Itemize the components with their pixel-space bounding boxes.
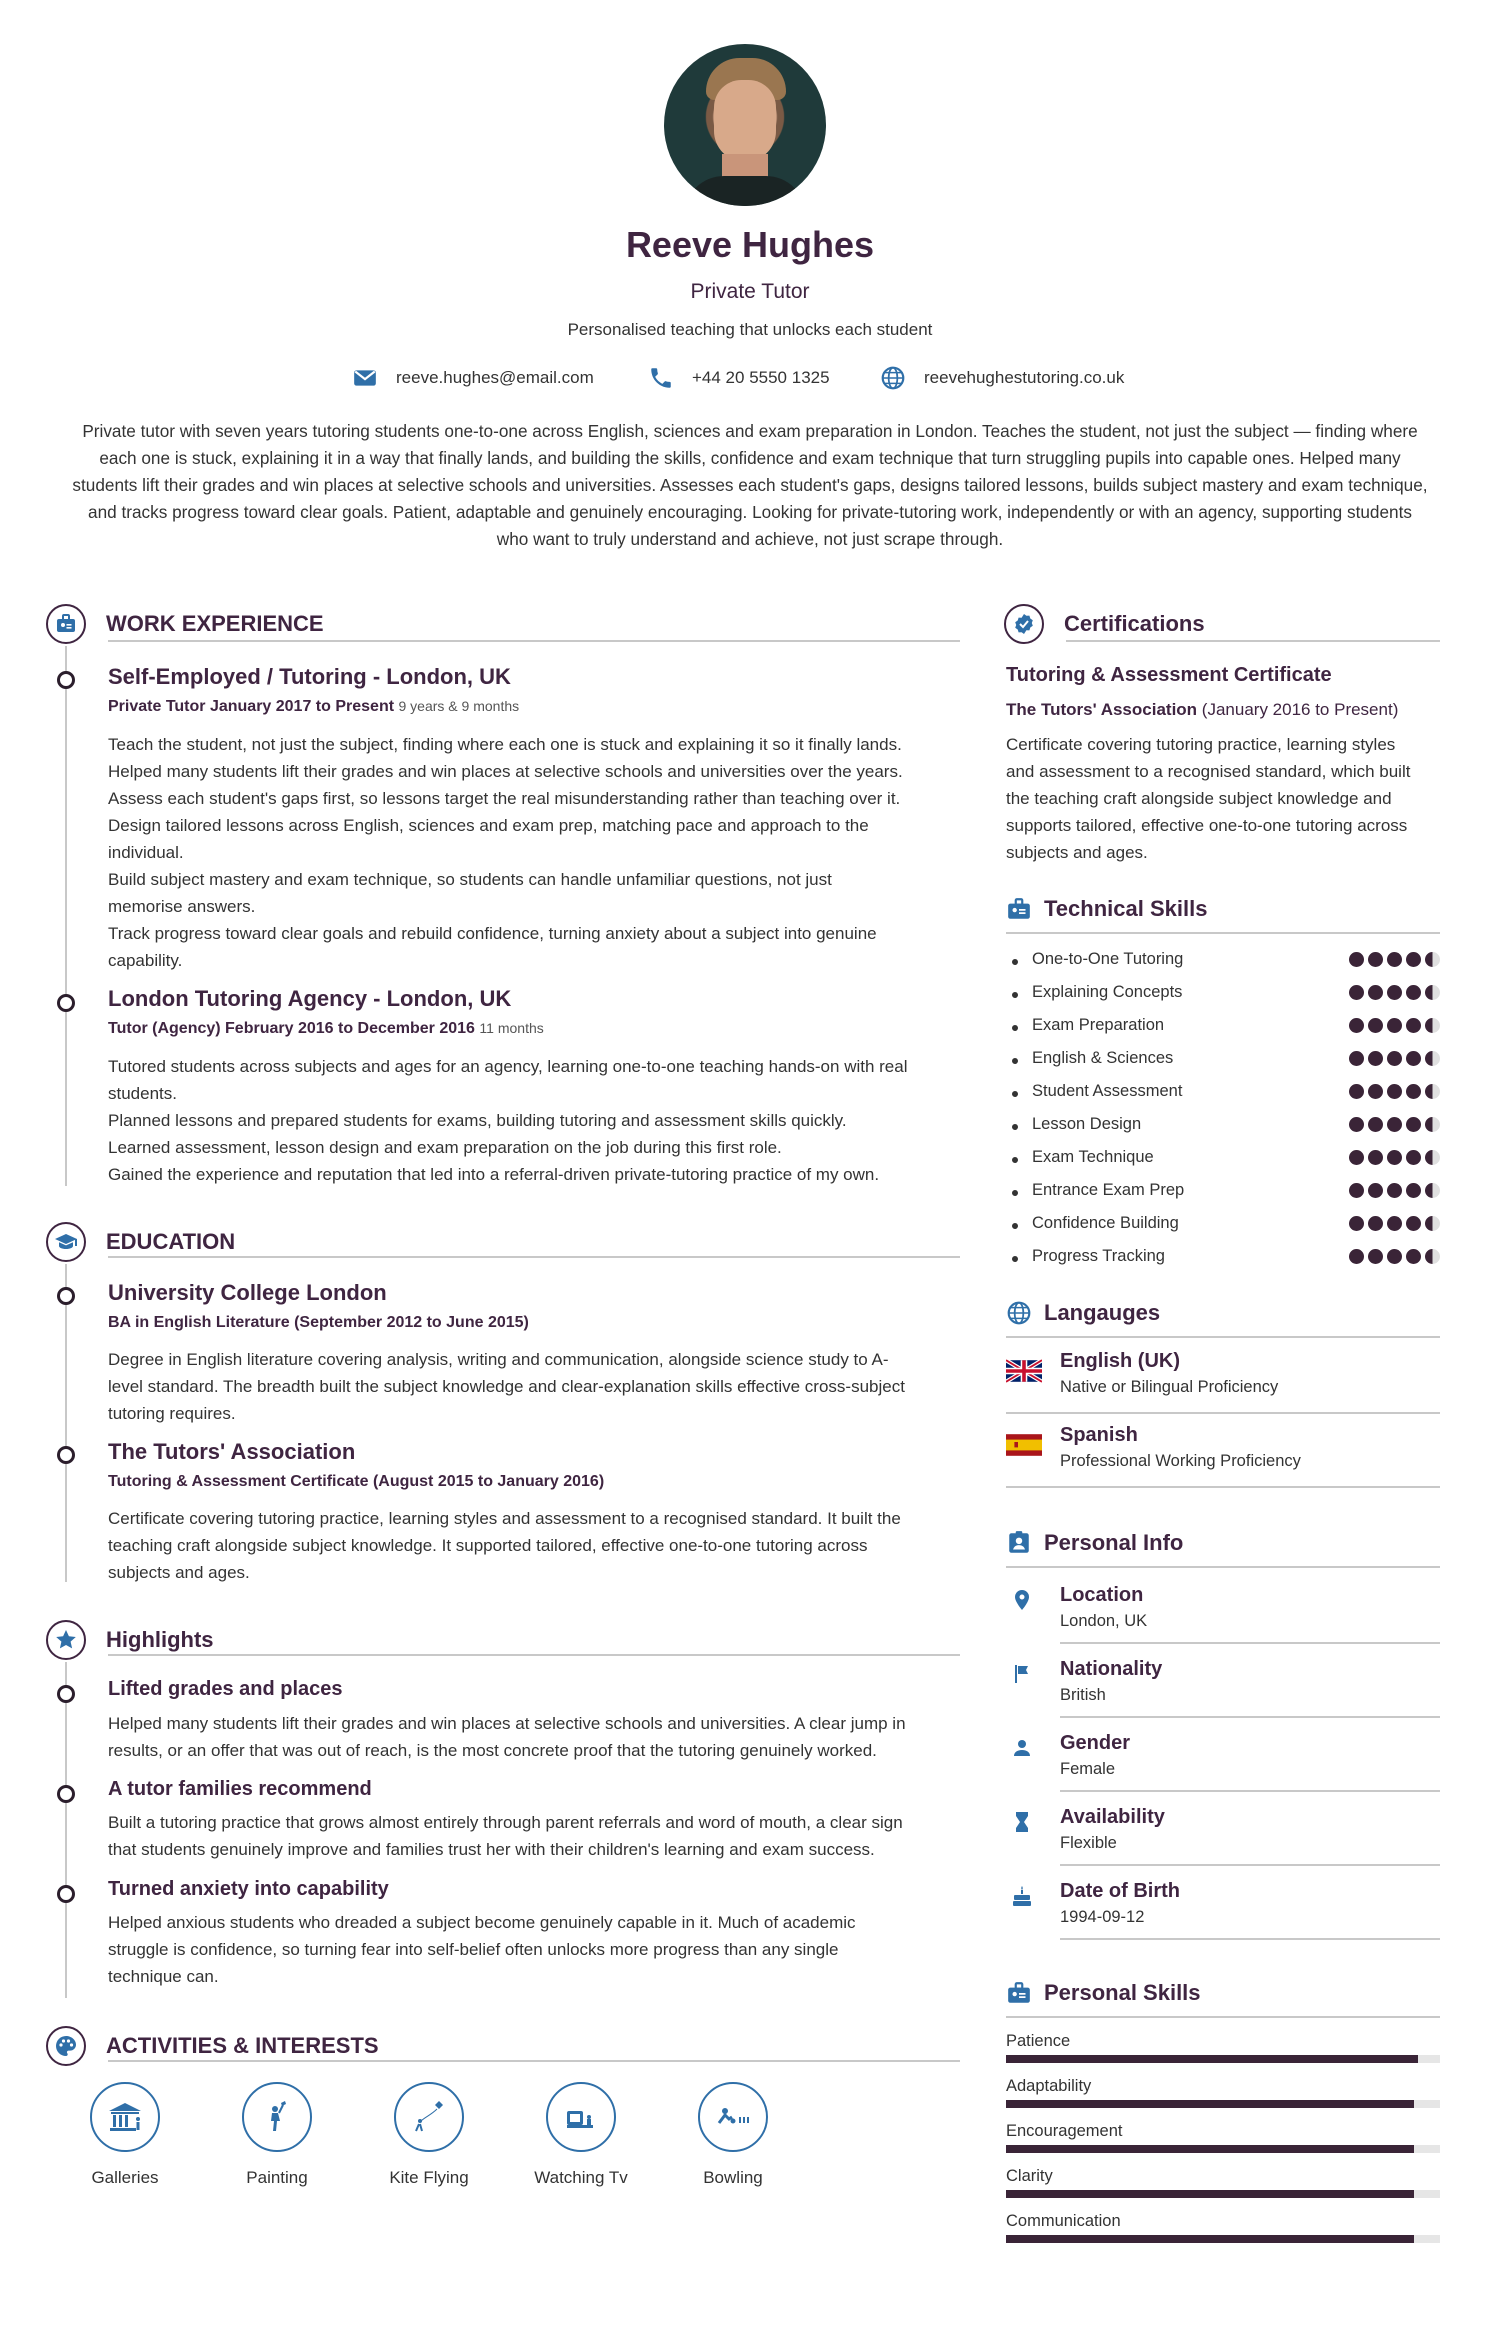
rating-dot [1368,1084,1383,1099]
phone-text[interactable]: +44 20 5550 1325 [692,368,830,387]
rating-dot [1349,1216,1364,1231]
info-label: Date of Birth [1060,1880,1180,1902]
uk-flag-icon [1006,1358,1042,1384]
skill-name: Exam Preparation [1032,1016,1165,1034]
description-line: Track progress toward clear goals and rebuild confidence, turning anxiety about a subject into genuine [108,924,877,943]
rating-dot [1387,1249,1402,1264]
rating-dot [1368,1117,1383,1132]
school-name-2: The Tutors' Association [108,1439,356,1464]
skill-name: Communication [1006,2212,1121,2230]
divider [1060,1864,1440,1866]
highlight-description-1 [108,1710,968,1764]
rating-dot [1406,985,1421,1000]
info-label: Location [1060,1584,1144,1606]
graduation-cap-icon [46,1222,86,1262]
description-line: tutoring requires. [108,1404,236,1423]
bowling-icon [698,2082,768,2152]
rating-dot [1349,952,1364,967]
rating-dot [1349,1018,1364,1033]
briefcase-badge-icon [46,604,86,644]
rating-dot [1368,985,1383,1000]
description-line: Tutored students across subjects and ages for an agency, learning one-to-one teaching hands-on with real [108,1057,908,1076]
rating-dot [1387,1051,1402,1066]
timeline-line [65,1264,67,1582]
school-name-1: University College London [108,1280,387,1305]
rating-dot [1425,1018,1440,1033]
tagline: Personalised teaching that unlocks each student [567,320,933,339]
skill-row [1006,1212,1440,1245]
description-line: Planned lessons and prepared students for exams, building tutoring and assessment skills quickly. [108,1111,847,1130]
skill-rating [1345,1018,1440,1033]
rating-dot [1349,1183,1364,1198]
divider [1060,1642,1440,1644]
degree-2: Tutoring & Assessment Certificate (August 2015 to January 2016) [108,1473,605,1490]
skill-bar [1006,2145,1440,2153]
section-title: ACTIVITIES & INTERESTS [106,2033,379,2058]
divider [1060,1938,1440,1940]
section-title: WORK EXPERIENCE [106,611,324,636]
divider [108,1256,960,1258]
globe-icon [880,365,906,391]
skill-row [1006,1047,1440,1080]
divider [108,2060,960,2062]
divider [1006,1412,1440,1414]
description-line: Helped many students lift their grades and win places at selective schools and universities over the years. [108,762,903,781]
rating-dot [1425,985,1440,1000]
skill-rating [1345,1051,1440,1066]
timeline-line [65,1662,67,1998]
divider [108,640,960,642]
description-line: individual. [108,843,184,862]
skill-name: Student Assessment [1032,1082,1183,1100]
highlight-title-1: Lifted grades and places [108,1678,343,1700]
divider [1006,1486,1440,1488]
skill-name: Entrance Exam Prep [1032,1181,1185,1199]
language-level: Native or Bilingual Proficiency [1060,1378,1279,1396]
job-description-1 [108,731,968,974]
certificate-badge-icon [1004,604,1044,644]
info-label: Nationality [1060,1658,1163,1680]
rating-dot [1406,1249,1421,1264]
skill-bar [1006,2055,1440,2063]
description-line: Design tailored lessons across English, sciences and exam prep, matching pace and approach to the [108,816,869,835]
palette-badge-icon [46,2026,86,2066]
section-title: Langauges [1044,1300,1161,1325]
candidate-name: Reeve Hughes [625,224,875,265]
description-line: capability. [108,951,183,970]
description-line: technique can. [108,1967,219,1986]
skill-rating [1345,1117,1440,1132]
kite-icon [394,2082,464,2152]
rating-dot [1425,1084,1440,1099]
rating-dot [1425,952,1440,967]
activity-label: Bowling [703,2168,763,2187]
highlight-title-3: Turned anxiety into capability [108,1878,389,1900]
languages-heading [1006,1300,1160,1326]
degree-1: BA in English Literature (September 2012 to June 2015) [108,1314,529,1331]
job-duration: 11 months [479,1020,544,1036]
job-duration: 9 years & 9 months [398,698,520,714]
divider [1006,2016,1440,2018]
skill-row [1006,1014,1440,1047]
rating-dot [1406,1117,1421,1132]
certifications-heading [1004,604,1205,644]
description-line: memorise answers. [108,897,256,916]
description-line: Build subject mastery and exam technique, so students can handle unfamiliar questions, not just [108,870,832,889]
skill-name: Exam Technique [1032,1148,1154,1166]
timeline-dot [57,1446,75,1464]
skill-row [1006,1080,1440,1113]
rating-dot [1368,952,1383,967]
skill-rating [1345,1249,1440,1264]
skill-name: One-to-One Tutoring [1032,950,1184,968]
divider [1006,932,1440,934]
skill-name: Adaptability [1006,2077,1092,2095]
certificate-dates: (January 2016 to Present) [1201,700,1399,719]
activity-item [60,2082,190,2188]
rating-dot [1425,1249,1440,1264]
activity-item [212,2082,342,2188]
rating-dot [1387,1216,1402,1231]
divider [1066,640,1440,642]
activity-label: Painting [246,2168,308,2187]
highlight-description-2 [108,1809,968,1863]
rating-dot [1406,1216,1421,1231]
personal-info-heading [1006,1530,1183,1556]
info-label: Availability [1060,1806,1165,1828]
skill-row [1006,1146,1440,1179]
skill-row [1006,1245,1440,1278]
skill-rating [1345,1150,1440,1165]
rating-dot [1349,1051,1364,1066]
description-line: Helped anxious students who dreaded a subject become genuinely capable in it. Much of academic [108,1913,856,1932]
rating-dot [1406,1084,1421,1099]
description-line: Degree in English literature covering analysis, writing and communication, alongside science study to A- [108,1350,889,1369]
skill-name: Confidence Building [1032,1214,1179,1232]
location-pin-icon [1010,1588,1034,1612]
language-name: English (UK) [1060,1350,1180,1372]
email-text[interactable]: reeve.hughes@email.com [396,368,594,387]
activity-label: Kite Flying [389,2168,469,2187]
phone-contact[interactable] [648,365,830,391]
timeline-dot [57,671,75,689]
personal-info-item [1006,1806,1440,1862]
education-description-2 [108,1505,968,1586]
skill-rating [1345,952,1440,967]
job-title-1: Self-Employed / Tutoring - London, UK [108,664,511,689]
highlight-title-2: A tutor families recommend [108,1778,372,1800]
section-title: Certifications [1064,611,1205,636]
timeline-dot [57,994,75,1012]
info-value: Female [1060,1760,1116,1778]
language-item [1006,1424,1440,1488]
info-value: British [1060,1686,1106,1704]
rating-dot [1349,1117,1364,1132]
technical-skills-list [1006,948,1440,1278]
work-experience-heading [46,604,324,644]
rating-dot [1387,952,1402,967]
description-line: subjects and ages. [1006,843,1148,862]
description-line: Teach the student, not just the subject, finding where each one is stuck and explaining it so it finally lands. [108,735,902,754]
personal-info-item [1006,1584,1440,1640]
skill-bar [1006,2235,1440,2243]
job-title: Private Tutor [690,280,810,303]
rating-dot [1406,1018,1421,1033]
description-line: and assessment to a recognised standard, which built [1006,762,1411,781]
skill-bar-fill [1006,2235,1414,2243]
timeline-dot [57,1287,75,1305]
skill-row [1006,948,1440,981]
activity-item [364,2082,494,2188]
rating-dot [1349,1150,1364,1165]
job-role-2 [108,1020,544,1038]
description-line: Certificate covering tutoring practice, learning styles and assessment to a recognised standard. It built the [108,1509,901,1528]
rating-dot [1387,1084,1402,1099]
description-line: results, or an offer that was out of reach, is the most concrete proof that the tutoring genuinely worked. [108,1741,877,1760]
certificate-name: Tutoring & Assessment Certificate [1006,664,1332,686]
timeline-dot [57,1885,75,1903]
personal-info-item [1006,1880,1440,1936]
rating-dot [1387,1018,1402,1033]
briefcase-icon [1006,1980,1032,2006]
activity-item [668,2082,798,2188]
painting-icon [242,2082,312,2152]
rating-dot [1387,1183,1402,1198]
rating-dot [1406,952,1421,967]
certificate-issuer: The Tutors' Association [1006,700,1198,719]
info-value: 1994-09-12 [1060,1908,1145,1926]
section-title: Technical Skills [1044,896,1208,921]
phone-icon [648,365,674,391]
job-description-2 [108,1053,968,1188]
rating-dot [1425,1183,1440,1198]
skill-bar-fill [1006,2145,1414,2153]
person-icon [1010,1736,1034,1760]
job-role-dates: Private Tutor January 2017 to Present [108,698,395,715]
skill-rating [1345,1183,1440,1198]
rating-dot [1406,1183,1421,1198]
website-contact[interactable] [880,365,1124,391]
personal-info-item [1006,1658,1440,1714]
language-level: Professional Working Proficiency [1060,1452,1301,1470]
description-line: teaching craft alongside subject knowledge. It supported tailored, effective one-to-one tutoring across [108,1536,868,1555]
profile-photo [664,44,826,206]
museum-icon [90,2082,160,2152]
rating-dot [1406,1051,1421,1066]
description-line: the teaching craft alongside subject knowledge and [1006,789,1392,808]
description-line: Assess each student's gaps first, so lessons target the real misunderstanding rather than teaching over it. [108,789,901,808]
divider [1006,1336,1440,1338]
tv-icon [546,2082,616,2152]
info-value: London, UK [1060,1612,1148,1630]
email-contact[interactable] [352,365,594,391]
rating-dot [1368,1183,1383,1198]
spain-flag-icon [1006,1432,1042,1458]
description-line: subjects and ages. [108,1563,250,1582]
personal-skill-item [1006,2032,1440,2063]
description-line: struggle is confidence, so turning fear into self-belief often unlocks more progress than any single [108,1940,839,1959]
skill-name: Explaining Concepts [1032,983,1183,1001]
skill-bar-fill [1006,2055,1418,2063]
certificate-org [1006,700,1398,720]
email-icon [352,365,378,391]
rating-dot [1368,1051,1383,1066]
info-value: Flexible [1060,1834,1117,1852]
hourglass-icon [1010,1810,1034,1834]
personal-skill-item [1006,2212,1440,2243]
divider [1060,1790,1440,1792]
skill-name: Patience [1006,2032,1071,2050]
technical-skills-heading [1006,896,1207,922]
rating-dot [1368,1249,1383,1264]
rating-dot [1368,1216,1383,1231]
skill-name: English & Sciences [1032,1049,1174,1067]
rating-dot [1349,985,1364,1000]
contact-row [0,365,1500,395]
skill-rating [1345,985,1440,1000]
skill-row [1006,981,1440,1014]
skill-name: Lesson Design [1032,1115,1142,1133]
skill-row [1006,1113,1440,1146]
rating-dot [1349,1084,1364,1099]
skill-bar-fill [1006,2190,1414,2198]
timeline-dot [57,1785,75,1803]
skill-rating [1345,1084,1440,1099]
profile-summary: Private tutor with seven years tutoring students one-to-one across English, sciences and exam preparation in London. Teaches the student, not just the subject — finding where each one is stuck, explaining it in a way that finally lands, and building the skills, confidence and exam technique that turn struggling pupils into capable ones. Helped many students lift their grades and win places at selective schools and universities. Assesses each student's gaps, designs tailored lessons, builds subject mastery and exam technique, and tracks progress toward clear goals. Patient, adaptable and genuinely encouraging. Looking for private-tutoring work, independently or with an agency, supporting students who want to truly understand and achieve, not just scrape through. [72,421,1428,549]
skill-row [1006,1179,1440,1212]
education-description-1 [108,1346,968,1427]
divider [1006,1566,1440,1568]
skill-name: Encouragement [1006,2122,1123,2140]
divider [108,1654,960,1656]
job-role-dates: Tutor (Agency) February 2016 to December 2016 [108,1020,475,1037]
job-role-1 [108,698,519,716]
rating-dot [1387,1150,1402,1165]
rating-dot [1425,1117,1440,1132]
activity-item [516,2082,646,2188]
rating-dot [1406,1150,1421,1165]
globe-icon [1006,1300,1032,1326]
skill-bar [1006,2190,1440,2198]
divider [1060,1716,1440,1718]
info-label: Gender [1060,1732,1131,1754]
rating-dot [1387,1117,1402,1132]
description-line: that students genuinely improve and families trust her with their children's learning and exam success. [108,1840,875,1859]
description-line: students. [108,1084,177,1103]
rating-dot [1349,1249,1364,1264]
section-title: Personal Skills [1044,1980,1201,2005]
skill-bar [1006,2100,1440,2108]
website-text[interactable]: reevehughestutoring.co.uk [924,368,1125,387]
personal-info-item [1006,1732,1440,1788]
description-line: Certificate covering tutoring practice, learning styles [1006,735,1396,754]
rating-dot [1368,1018,1383,1033]
description-line: Helped many students lift their grades and win places at selective schools and universities. A clear jump in [108,1714,906,1733]
language-item [1006,1350,1440,1414]
skill-bar-fill [1006,2100,1414,2108]
skill-rating [1345,1216,1440,1231]
skill-name: Clarity [1006,2167,1053,2185]
language-name: Spanish [1060,1424,1138,1446]
highlight-description-3 [108,1909,968,1990]
personal-skill-item [1006,2167,1440,2198]
rating-dot [1387,985,1402,1000]
description-line: supports tailored, effective one-to-one tutoring across [1006,816,1408,835]
personal-skill-item [1006,2122,1440,2153]
section-title: EDUCATION [106,1229,236,1254]
personal-skills-heading [1006,1980,1201,2006]
certificate-description [1006,731,1446,866]
section-title: Personal Info [1044,1530,1184,1555]
description-line: level standard. The breadth built the subject knowledge and clear-explanation skills effective cross-subject [108,1377,905,1396]
skill-name: Progress Tracking [1032,1247,1165,1265]
job-title-2: London Tutoring Agency - London, UK [108,986,512,1011]
personal-skill-item [1006,2077,1440,2108]
rating-dot [1425,1051,1440,1066]
description-line: Gained the experience and reputation that led into a referral-driven private-tutoring practice of my own. [108,1165,880,1184]
briefcase-icon [1006,896,1032,922]
section-title: Highlights [106,1627,214,1652]
description-line: Learned assessment, lesson design and exam preparation on the job during this first role. [108,1138,782,1157]
activity-label: Watching Tv [534,2168,628,2187]
description-line: Built a tutoring practice that grows almost entirely through parent referrals and word of mouth, a clear sign [108,1813,903,1832]
id-card-icon [1006,1530,1032,1556]
star-badge-icon [46,1620,86,1660]
cake-icon [1010,1884,1034,1908]
rating-dot [1425,1216,1440,1231]
timeline-dot [57,1685,75,1703]
flag-icon [1010,1662,1034,1686]
rating-dot [1368,1150,1383,1165]
activity-label: Galleries [91,2168,159,2187]
rating-dot [1425,1150,1440,1165]
timeline-line [65,646,67,1186]
